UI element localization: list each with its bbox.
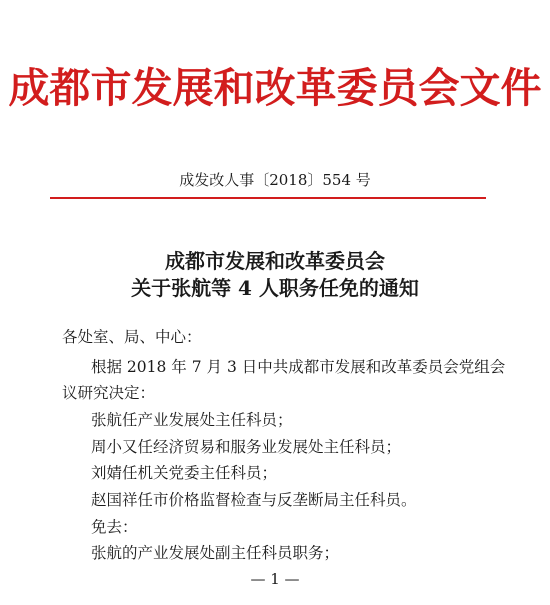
notice-title-line1: 成都市发展和改革委员会 (165, 249, 385, 273)
notice-title-line2: 关于张航等 4 人职务任免的通知 (131, 276, 419, 300)
document-header-title: 成都市发展和改革委员会文件 (8, 64, 542, 112)
appointment-item: 张航任产业发展处主任科员； (91, 411, 293, 429)
document-number: 成发改人事〔2018〕554 号 (179, 171, 371, 189)
red-divider-line (50, 197, 486, 199)
appointment-item: 赵国祥任市价格监督检查与反垄断局主任科员。 (91, 491, 417, 509)
appointment-item: 刘婧任机关党委主任科员； (91, 464, 278, 482)
removal-heading: 免去： (91, 518, 138, 536)
removal-item: 张航的产业发展处副主任科员职务； (91, 544, 340, 562)
intro-paragraph-line2: 议研究决定： (62, 384, 156, 402)
appointment-item: 周小又任经济贸易和服务业发展处主任科员； (91, 438, 402, 456)
page-number: — 1 — (250, 570, 300, 588)
intro-paragraph-line1: 根据 2018 年 7 月 3 日中共成都市发展和改革委员会党组会 (91, 358, 506, 376)
addressee: 各处室、局、中心： (62, 328, 202, 346)
